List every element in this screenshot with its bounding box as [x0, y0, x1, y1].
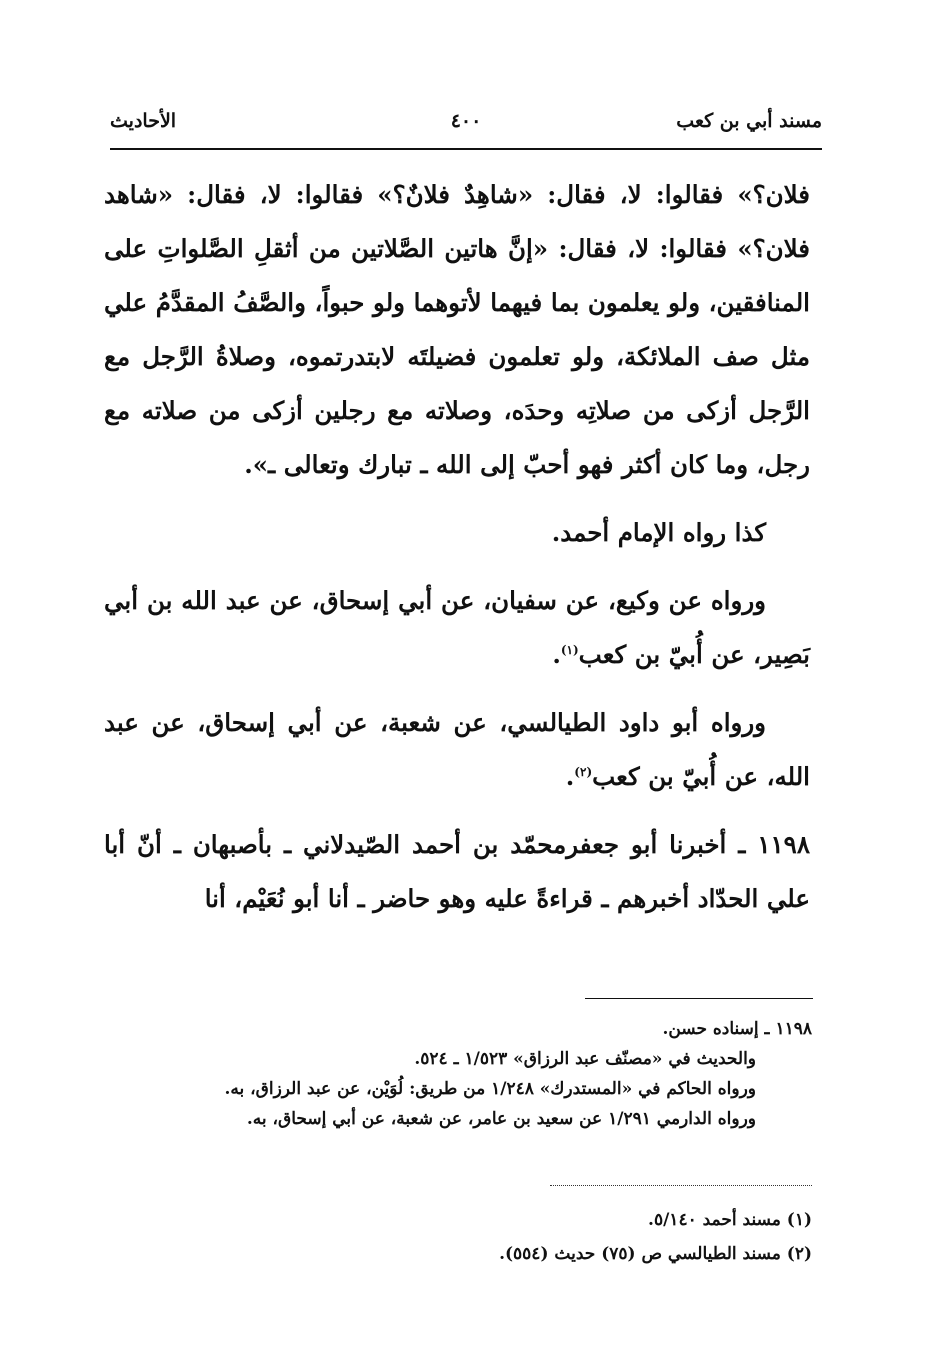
paragraph-chain-waki-end: .: [552, 640, 561, 669]
takhrij-footnotes: [100, 1014, 812, 1134]
header-book-title: مسند أبي بن كعب: [676, 110, 822, 132]
references-rule: [550, 1185, 812, 1186]
page-number: ٤٠٠: [450, 110, 482, 132]
paragraph-chain-tayalisi-text: ورواه أبو داود الطيالسي، عن شعبة، عن أبي إسحاق، عن عبد الله، عن أُبيّ بن كعب: [104, 708, 810, 791]
footnote-line: والحديث في «مصنّف عبد الرزاق» ١/٥٢٣ ـ ٥٢٤.: [414, 1049, 756, 1069]
footnote-ref-1[interactable]: (١): [560, 642, 579, 657]
paragraph-chain-waki: [104, 574, 810, 682]
footnote-line: ١١٩٨ ـ إسناده حسن.: [662, 1019, 812, 1039]
paragraph-hadith-1198: ١١٩٨ ـ أخبرنا أبو جعفرمحمّد بن أحمد الصّيدلاني ـ بأصبهان ـ أنّ أبا علي الحدّاد أخبرهم ـ قراءةً عليه وهو حاضر ـ أنا أبو نُعَيْم، أنا: [104, 830, 810, 913]
header-section-title: الأحاديث: [110, 110, 177, 132]
header-rule: [110, 148, 822, 150]
page-header: [110, 110, 822, 144]
footnote-line: ورواه الدارمي ١/٢٩١ عن سعيد بن عامر، عن شعبة، عن أبي إسحاق، به.: [246, 1109, 756, 1129]
paragraph-chain-tayalisi: [104, 696, 810, 804]
reference-1: (١) مسند أحمد ٥/١٤٠.: [648, 1210, 812, 1230]
main-text: [104, 168, 810, 926]
paragraph-narration-note: كذا رواه الإمام أحمد.: [551, 518, 766, 547]
paragraph-hadith-continuation: فلان؟» فقالوا: لا، فقال: «شاهِدٌ فلانٌ؟» فقالوا: لا، فقال: «شاهد فلان؟» فقالوا: لا، فقال: «إنَّ هاتين الصَّلاتين من أثقلِ الصَّلواتِ على المنافقين، ولو يعلمون بما فيهما لأتوهما ولو حبواً، والصَّفُ المقدَّمُ علي مثل صف الملائكة، ولو تعلمون فضيلتَه لابتدرتموه، وصلاةُ الرَّجل مع الرَّجل أزكى من صلاتِه وحدَه، وصلاته مع رجلين أزكى من صلاته مع رجل، وما كان أكثر فهو أحبّ إلى الله ـ تبارك وتعالى ـ».: [104, 180, 810, 479]
footnote-rule: [585, 998, 813, 999]
footnote-ref-2[interactable]: (٢): [574, 764, 593, 779]
reference-2: (٢) مسند الطيالسي ص (٧٥) حديث (٥٥٤).: [499, 1244, 812, 1264]
footnote-line: ورواه الحاكم في «المستدرك» ١/٢٤٨ من طريق: لُوَيْن، عن عبد الرزاق، به.: [224, 1079, 756, 1099]
paragraph-chain-tayalisi-end: .: [565, 762, 575, 791]
paragraph-chain-waki-text: ورواه عن وكيع، عن سفيان، عن أبي إسحاق، عن عبد الله بن أبي بَصِير، عن أُبيّ بن كعب: [104, 586, 810, 669]
reference-footnotes: [100, 1203, 812, 1271]
